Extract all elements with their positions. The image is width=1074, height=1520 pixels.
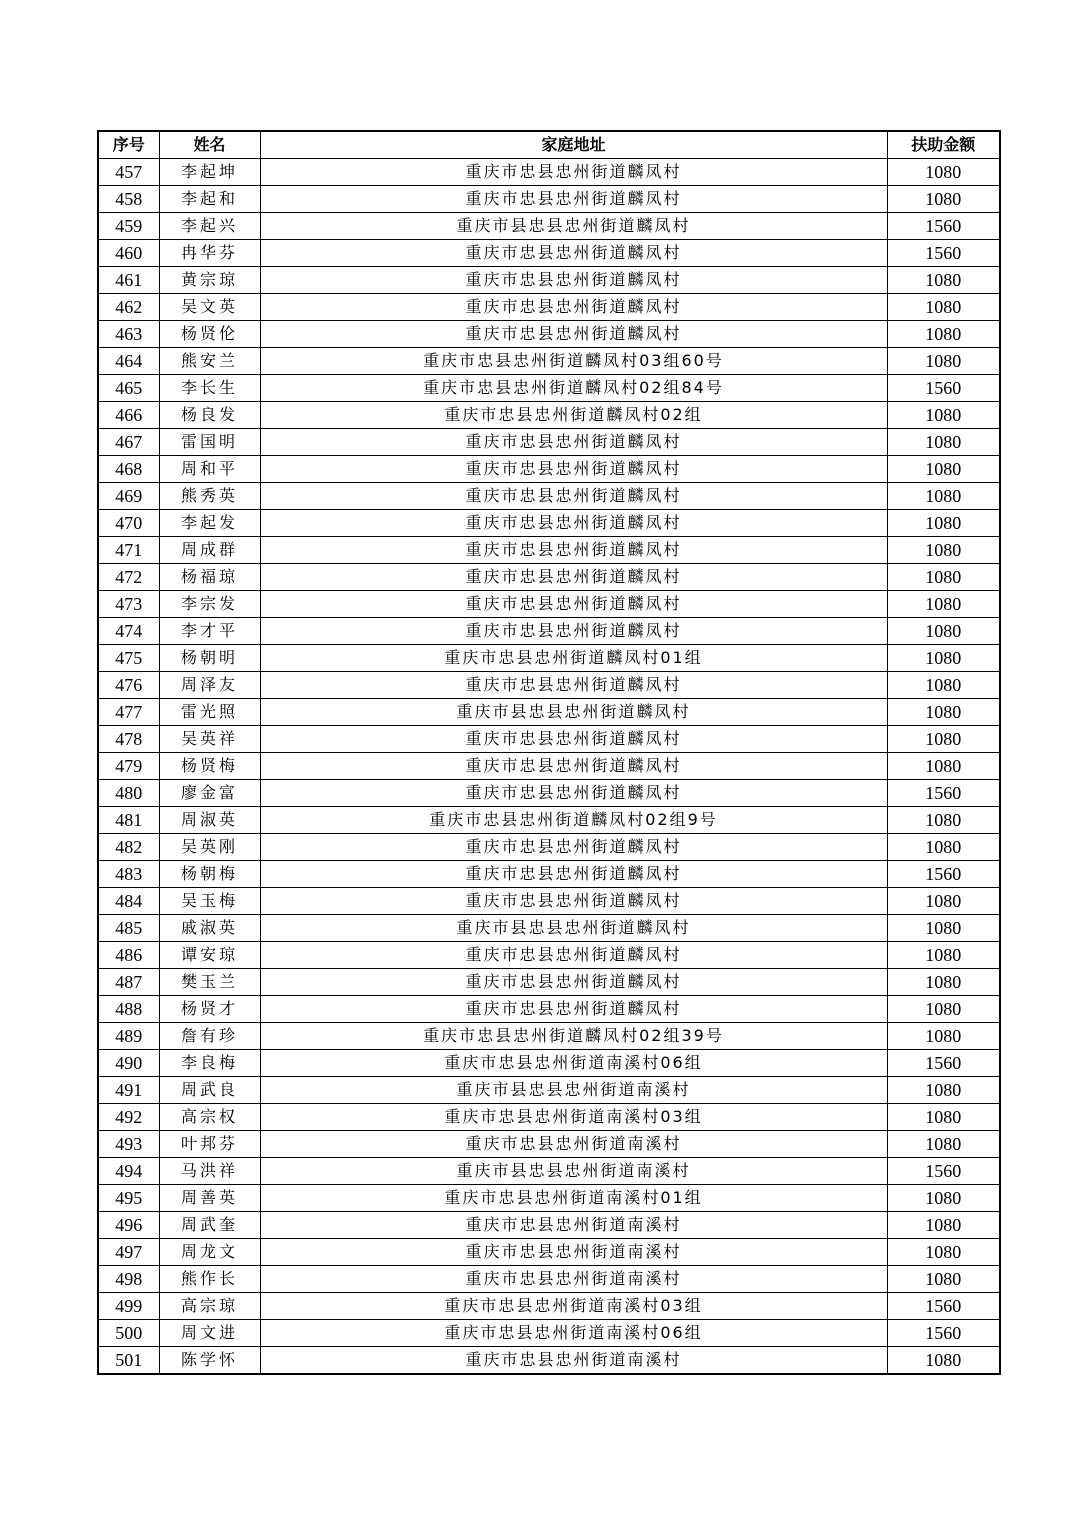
cell-name: 李长生 [159, 375, 260, 402]
cell-amount: 1080 [887, 1212, 1000, 1239]
cell-amount: 1080 [887, 1239, 1000, 1266]
table-row [98, 780, 1000, 807]
cell-address: 重庆市忠县忠州街道南溪村 [260, 1266, 887, 1293]
cell-name: 樊玉兰 [159, 969, 260, 996]
cell-name: 周和平 [159, 456, 260, 483]
cell-address: 重庆市忠县忠州街道麟凤村01组 [260, 645, 887, 672]
table-row [98, 861, 1000, 888]
cell-seq: 490 [98, 1050, 159, 1077]
cell-seq: 501 [98, 1347, 159, 1375]
cell-address: 重庆市忠县忠州街道南溪村 [260, 1347, 887, 1375]
cell-address: 重庆市忠县忠州街道麟凤村 [260, 321, 887, 348]
cell-amount: 1560 [887, 213, 1000, 240]
cell-amount: 1080 [887, 699, 1000, 726]
cell-amount: 1080 [887, 618, 1000, 645]
table-row [98, 213, 1000, 240]
table-row [98, 726, 1000, 753]
cell-seq: 477 [98, 699, 159, 726]
table-row [98, 1266, 1000, 1293]
cell-name: 叶邦芬 [159, 1131, 260, 1158]
cell-name: 杨贤才 [159, 996, 260, 1023]
cell-amount: 1080 [887, 1347, 1000, 1375]
cell-seq: 478 [98, 726, 159, 753]
cell-seq: 464 [98, 348, 159, 375]
cell-address: 重庆市忠县忠州街道麟凤村 [260, 159, 887, 186]
cell-amount: 1560 [887, 240, 1000, 267]
cell-seq: 487 [98, 969, 159, 996]
table-row [98, 1131, 1000, 1158]
cell-address: 重庆市忠县忠州街道南溪村 [260, 1212, 887, 1239]
cell-amount: 1080 [887, 294, 1000, 321]
cell-name: 周善英 [159, 1185, 260, 1212]
cell-address: 重庆市县忠县忠州街道麟凤村 [260, 699, 887, 726]
cell-seq: 460 [98, 240, 159, 267]
cell-name: 陈学怀 [159, 1347, 260, 1375]
table-row [98, 969, 1000, 996]
cell-name: 谭安琼 [159, 942, 260, 969]
cell-amount: 1080 [887, 456, 1000, 483]
table-header-row [98, 131, 1000, 159]
cell-name: 廖金富 [159, 780, 260, 807]
cell-address: 重庆市忠县忠州街道麟凤村 [260, 942, 887, 969]
cell-seq: 463 [98, 321, 159, 348]
cell-address: 重庆市忠县忠州街道南溪村03组 [260, 1104, 887, 1131]
table-body [98, 159, 1000, 1375]
cell-amount: 1080 [887, 1104, 1000, 1131]
cell-amount: 1080 [887, 537, 1000, 564]
cell-address: 重庆市忠县忠州街道麟凤村 [260, 834, 887, 861]
cell-amount: 1080 [887, 969, 1000, 996]
cell-name: 杨朝明 [159, 645, 260, 672]
cell-name: 李宗发 [159, 591, 260, 618]
cell-address: 重庆市忠县忠州街道麟凤村 [260, 429, 887, 456]
table-row [98, 591, 1000, 618]
cell-name: 吴玉梅 [159, 888, 260, 915]
cell-address: 重庆市忠县忠州街道麟凤村 [260, 618, 887, 645]
cell-address: 重庆市县忠县忠州街道麟凤村 [260, 915, 887, 942]
cell-address: 重庆市忠县忠州街道麟凤村 [260, 294, 887, 321]
cell-name: 雷光照 [159, 699, 260, 726]
cell-amount: 1080 [887, 1131, 1000, 1158]
cell-amount: 1560 [887, 780, 1000, 807]
cell-seq: 500 [98, 1320, 159, 1347]
cell-name: 杨贤梅 [159, 753, 260, 780]
cell-seq: 494 [98, 1158, 159, 1185]
cell-seq: 472 [98, 564, 159, 591]
table-row [98, 1293, 1000, 1320]
cell-name: 李起兴 [159, 213, 260, 240]
cell-address: 重庆市忠县忠州街道麟凤村 [260, 483, 887, 510]
cell-seq: 498 [98, 1266, 159, 1293]
cell-address: 重庆市忠县忠州街道麟凤村 [260, 726, 887, 753]
cell-amount: 1080 [887, 564, 1000, 591]
cell-seq: 492 [98, 1104, 159, 1131]
cell-address: 重庆市忠县忠州街道麟凤村02组84号 [260, 375, 887, 402]
cell-address: 重庆市忠县忠州街道麟凤村 [260, 456, 887, 483]
cell-amount: 1080 [887, 1266, 1000, 1293]
cell-name: 黄宗琼 [159, 267, 260, 294]
header-address: 家庭地址 [260, 131, 887, 159]
table-row [98, 186, 1000, 213]
cell-address: 重庆市忠县忠州街道麟凤村 [260, 267, 887, 294]
cell-name: 高宗权 [159, 1104, 260, 1131]
cell-address: 重庆市县忠县忠州街道南溪村 [260, 1077, 887, 1104]
cell-name: 吴英祥 [159, 726, 260, 753]
cell-name: 杨福琼 [159, 564, 260, 591]
cell-seq: 499 [98, 1293, 159, 1320]
cell-name: 李起坤 [159, 159, 260, 186]
table-row [98, 807, 1000, 834]
table-row [98, 699, 1000, 726]
table-row [98, 1320, 1000, 1347]
cell-seq: 497 [98, 1239, 159, 1266]
cell-seq: 480 [98, 780, 159, 807]
cell-address: 重庆市忠县忠州街道麟凤村 [260, 186, 887, 213]
cell-seq: 483 [98, 861, 159, 888]
cell-name: 马洪祥 [159, 1158, 260, 1185]
cell-amount: 1080 [887, 429, 1000, 456]
table-row [98, 915, 1000, 942]
cell-amount: 1080 [887, 510, 1000, 537]
cell-seq: 465 [98, 375, 159, 402]
cell-amount: 1080 [887, 834, 1000, 861]
table-row [98, 267, 1000, 294]
cell-amount: 1080 [887, 159, 1000, 186]
cell-seq: 468 [98, 456, 159, 483]
roster-table [97, 130, 1001, 1375]
cell-name: 周武良 [159, 1077, 260, 1104]
cell-seq: 462 [98, 294, 159, 321]
table-row [98, 1239, 1000, 1266]
cell-amount: 1560 [887, 375, 1000, 402]
table-row [98, 348, 1000, 375]
cell-amount: 1080 [887, 996, 1000, 1023]
table-row [98, 1077, 1000, 1104]
cell-amount: 1080 [887, 1023, 1000, 1050]
cell-amount: 1080 [887, 807, 1000, 834]
table-row [98, 159, 1000, 186]
cell-address: 重庆市忠县忠州街道南溪村06组 [260, 1050, 887, 1077]
table-row [98, 1023, 1000, 1050]
cell-seq: 461 [98, 267, 159, 294]
cell-address: 重庆市忠县忠州街道南溪村 [260, 1239, 887, 1266]
cell-name: 熊作长 [159, 1266, 260, 1293]
cell-seq: 476 [98, 672, 159, 699]
cell-address: 重庆市忠县忠州街道麟凤村 [260, 969, 887, 996]
cell-address: 重庆市忠县忠州街道麟凤村 [260, 753, 887, 780]
cell-seq: 473 [98, 591, 159, 618]
table-row [98, 510, 1000, 537]
cell-seq: 470 [98, 510, 159, 537]
cell-seq: 495 [98, 1185, 159, 1212]
cell-address: 重庆市忠县忠州街道麟凤村 [260, 537, 887, 564]
cell-address: 重庆市忠县忠州街道南溪村01组 [260, 1185, 887, 1212]
table-row [98, 1050, 1000, 1077]
cell-address: 重庆市忠县忠州街道麟凤村 [260, 510, 887, 537]
cell-name: 李起发 [159, 510, 260, 537]
cell-name: 詹有珍 [159, 1023, 260, 1050]
cell-address: 重庆市忠县忠州街道麟凤村02组 [260, 402, 887, 429]
cell-amount: 1080 [887, 591, 1000, 618]
cell-name: 高宗琼 [159, 1293, 260, 1320]
table-row [98, 564, 1000, 591]
cell-amount: 1080 [887, 483, 1000, 510]
cell-seq: 482 [98, 834, 159, 861]
cell-address: 重庆市忠县忠州街道麟凤村 [260, 861, 887, 888]
cell-amount: 1560 [887, 1050, 1000, 1077]
cell-seq: 475 [98, 645, 159, 672]
cell-amount: 1080 [887, 915, 1000, 942]
table-row [98, 1347, 1000, 1375]
table-row [98, 996, 1000, 1023]
cell-amount: 1080 [887, 726, 1000, 753]
cell-name: 杨朝梅 [159, 861, 260, 888]
cell-name: 吴英刚 [159, 834, 260, 861]
table-row [98, 294, 1000, 321]
cell-name: 李良梅 [159, 1050, 260, 1077]
cell-address: 重庆市忠县忠州街道麟凤村 [260, 564, 887, 591]
cell-address: 重庆市忠县忠州街道麟凤村02组9号 [260, 807, 887, 834]
table-row [98, 942, 1000, 969]
header-seq: 序号 [98, 131, 159, 159]
cell-seq: 474 [98, 618, 159, 645]
cell-seq: 467 [98, 429, 159, 456]
cell-amount: 1560 [887, 1320, 1000, 1347]
cell-seq: 469 [98, 483, 159, 510]
cell-amount: 1080 [887, 645, 1000, 672]
cell-address: 重庆市忠县忠州街道麟凤村 [260, 591, 887, 618]
table-row [98, 888, 1000, 915]
cell-seq: 496 [98, 1212, 159, 1239]
cell-name: 周泽友 [159, 672, 260, 699]
table-row [98, 456, 1000, 483]
cell-name: 杨良发 [159, 402, 260, 429]
table-row [98, 375, 1000, 402]
cell-address: 重庆市忠县忠州街道南溪村03组 [260, 1293, 887, 1320]
cell-amount: 1080 [887, 753, 1000, 780]
cell-address: 重庆市忠县忠州街道南溪村06组 [260, 1320, 887, 1347]
cell-amount: 1080 [887, 1077, 1000, 1104]
cell-address: 重庆市忠县忠州街道麟凤村 [260, 888, 887, 915]
cell-amount: 1080 [887, 672, 1000, 699]
table-row [98, 672, 1000, 699]
cell-seq: 481 [98, 807, 159, 834]
table-row [98, 1104, 1000, 1131]
table-row [98, 1212, 1000, 1239]
cell-amount: 1080 [887, 942, 1000, 969]
cell-seq: 486 [98, 942, 159, 969]
cell-seq: 491 [98, 1077, 159, 1104]
cell-address: 重庆市县忠县忠州街道麟凤村 [260, 213, 887, 240]
cell-name: 李起和 [159, 186, 260, 213]
table-row [98, 537, 1000, 564]
table-row [98, 645, 1000, 672]
table-row [98, 402, 1000, 429]
table-row [98, 753, 1000, 780]
cell-seq: 457 [98, 159, 159, 186]
cell-amount: 1560 [887, 861, 1000, 888]
cell-name: 戚淑英 [159, 915, 260, 942]
cell-seq: 493 [98, 1131, 159, 1158]
cell-name: 熊安兰 [159, 348, 260, 375]
cell-seq: 484 [98, 888, 159, 915]
header-amount: 扶助金额 [887, 131, 1000, 159]
cell-amount: 1560 [887, 1158, 1000, 1185]
cell-amount: 1080 [887, 321, 1000, 348]
table-row [98, 1185, 1000, 1212]
cell-seq: 471 [98, 537, 159, 564]
cell-name: 李才平 [159, 618, 260, 645]
cell-amount: 1560 [887, 1293, 1000, 1320]
cell-name: 杨贤伦 [159, 321, 260, 348]
cell-name: 周文进 [159, 1320, 260, 1347]
cell-address: 重庆市忠县忠州街道南溪村 [260, 1131, 887, 1158]
cell-address: 重庆市县忠县忠州街道南溪村 [260, 1158, 887, 1185]
header-name: 姓名 [159, 131, 260, 159]
cell-name: 冉华芬 [159, 240, 260, 267]
cell-seq: 459 [98, 213, 159, 240]
cell-amount: 1080 [887, 402, 1000, 429]
cell-address: 重庆市忠县忠州街道麟凤村03组60号 [260, 348, 887, 375]
table-row [98, 483, 1000, 510]
cell-amount: 1080 [887, 267, 1000, 294]
cell-seq: 466 [98, 402, 159, 429]
cell-name: 雷国明 [159, 429, 260, 456]
cell-seq: 458 [98, 186, 159, 213]
cell-address: 重庆市忠县忠州街道麟凤村 [260, 996, 887, 1023]
cell-name: 周武奎 [159, 1212, 260, 1239]
cell-address: 重庆市忠县忠州街道麟凤村 [260, 240, 887, 267]
cell-seq: 479 [98, 753, 159, 780]
cell-name: 周龙文 [159, 1239, 260, 1266]
cell-amount: 1080 [887, 186, 1000, 213]
table-row [98, 834, 1000, 861]
cell-seq: 488 [98, 996, 159, 1023]
table-row [98, 618, 1000, 645]
cell-amount: 1080 [887, 348, 1000, 375]
table-row [98, 240, 1000, 267]
table-row [98, 321, 1000, 348]
cell-seq: 489 [98, 1023, 159, 1050]
cell-amount: 1080 [887, 1185, 1000, 1212]
cell-address: 重庆市忠县忠州街道麟凤村 [260, 672, 887, 699]
cell-amount: 1080 [887, 888, 1000, 915]
cell-name: 周淑英 [159, 807, 260, 834]
cell-address: 重庆市忠县忠州街道麟凤村 [260, 780, 887, 807]
table-row [98, 429, 1000, 456]
cell-address: 重庆市忠县忠州街道麟凤村02组39号 [260, 1023, 887, 1050]
cell-name: 吴文英 [159, 294, 260, 321]
cell-name: 周成群 [159, 537, 260, 564]
table-row [98, 1158, 1000, 1185]
cell-seq: 485 [98, 915, 159, 942]
cell-name: 熊秀英 [159, 483, 260, 510]
